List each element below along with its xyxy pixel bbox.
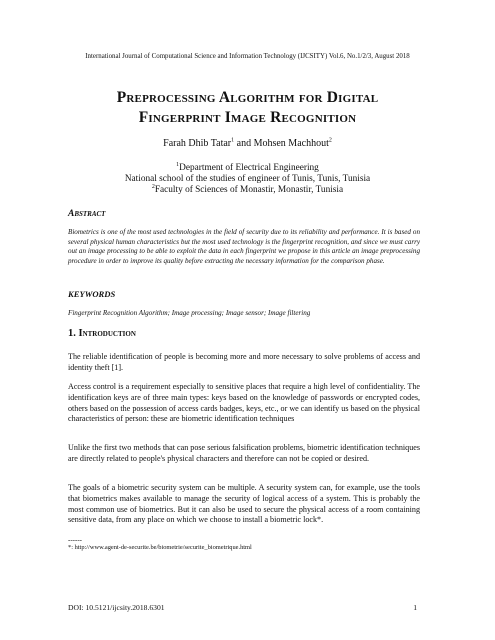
title-line-2: Fingerprint Image Recognition	[138, 109, 357, 126]
affiliation-1-school: National school of the studies of engineer of Tunis, Tunis, Tunisia	[124, 174, 371, 184]
affiliation-2	[0, 185, 495, 196]
page-number: 1	[413, 603, 417, 612]
intro-paragraph-3: Unlike the first two methods that can pose serious falsification problems, biometric identification techniques are directly related to people's physical characters and therefore can not be copied or desired.	[68, 443, 420, 463]
aff-2-sup: 2	[151, 183, 155, 190]
aff-1-sup: 1	[176, 161, 180, 168]
doi: DOI: 10.5121/ijcsity.2018.6301	[68, 603, 165, 612]
footnote-rule: ------	[68, 536, 82, 544]
footnote-link[interactable]: *: http://www.agent-de-securite.be/biometrie/securite_biometrique.html	[68, 544, 252, 551]
author-2-sup: 2	[328, 137, 332, 144]
affiliation-1	[0, 163, 495, 174]
aff-1-text: Department of Electrical Engineering	[179, 163, 319, 173]
aff-2-text: Faculty of Sciences of Monastir, Monastir, Tunisia	[154, 185, 344, 195]
intro-paragraph-4: The goals of a biometric security system can be multiple. A security system can, for example, use the tools that biometrics makes available to manage the security of logical access of a system. This is probably the most common use of biometrics. But it can also be used to secure the physical access of a room containing sensitive data, from any place on which we choose to install a biometric lock*.	[68, 483, 420, 525]
keywords-text: Fingerprint Recognition Algorithm; Image processing; Image sensor; Image filtering	[68, 309, 311, 317]
author-separator: and	[234, 138, 254, 149]
author-1: Farah Dhib Tatar	[163, 138, 232, 149]
affiliations	[0, 163, 495, 196]
keywords-heading: KEYWORDS	[68, 289, 116, 299]
author-1-sup: 1	[231, 137, 235, 144]
intro-paragraph-1: The reliable identification of people is becoming more and more necessary to solve problems of access and identity theft [1].	[68, 352, 420, 372]
abstract-text: Biometrics is one of the most used technologies in the field of security due to its reliability and performance. It is based on several physical human characteristics but the most used technology is the fingerprint recognition, and since we must carry out an image processing to be able to exploit the data in each fingerprint we propose in this article an image preprocessing procedure in order to improve its quality before extracting the necessary information for the comparison phase.	[68, 228, 420, 265]
authors	[0, 138, 495, 149]
intro-paragraph-2: Access control is a requirement especially to sensitive places that require a high level of confidentiality. The identification keys are of three main types: keys based on the knowledge of passwords or encrypted codes, others based on the possession of access cards badges, keys, etc., or we can identify us based on the physical characteristics of person: these are biometric identification techniques	[68, 382, 420, 424]
paper-title	[30, 88, 465, 128]
journal-header: International Journal of Computational Science and Information Technology (IJCSITY) Vol.6, No.1/2/3, August 2018	[85, 53, 410, 60]
author-2: Mohsen Machhout	[253, 138, 329, 149]
abstract-heading: Abstract	[68, 209, 106, 219]
title-line-1: Preprocessing Algorithm for Digital	[116, 89, 379, 106]
section-heading-introduction: 1. Introduction	[68, 328, 136, 339]
